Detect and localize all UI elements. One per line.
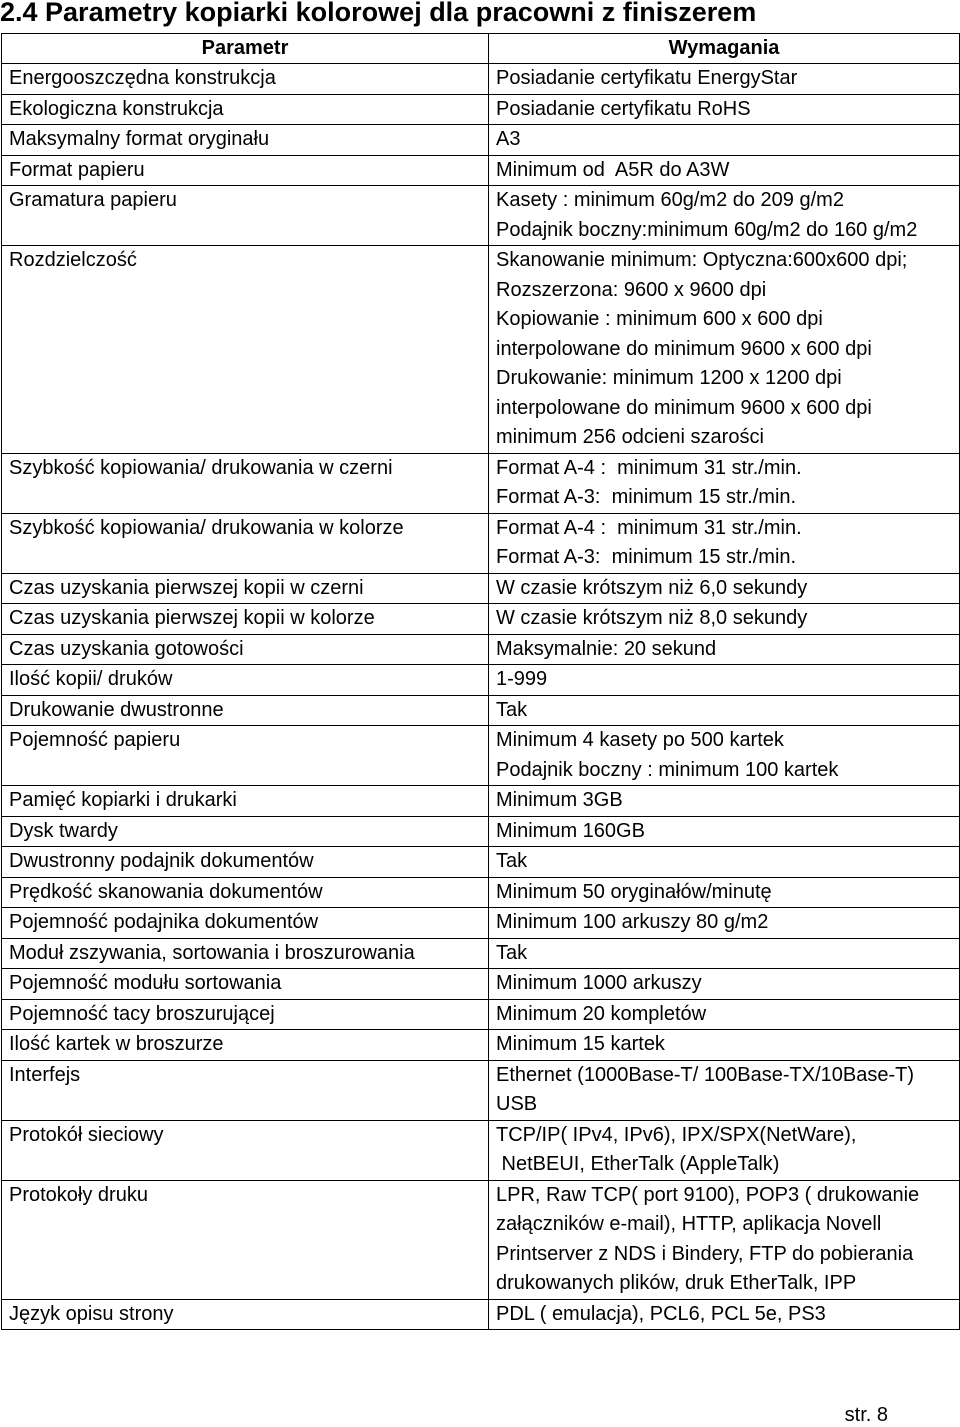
requirement-line: drukowanych plików, druk EtherTalk, IPP [496,1272,857,1294]
requirement-line: Drukowanie: minimum 1200 x 1200 dpi [496,367,842,389]
requirement-line: Minimum 160GB [496,819,645,842]
parameter-cell: Czas uzyskania pierwszej kopii w kolorze [2,604,489,635]
table-row [2,186,960,246]
requirement-line: Printserver z NDS i Bindery, FTP do pobierania [496,1242,914,1265]
requirement-cell [489,726,960,786]
requirements-table [1,33,960,1330]
requirement-line: Minimum 50 oryginałów/minutę [496,880,772,903]
requirement-line: PDL ( emulacja), PCL6, PCL 5e, PS3 [496,1302,826,1325]
parameter-cell: Pamięć kopiarki i drukarki [2,786,489,817]
requirement-cell [489,938,960,969]
header-parameter: Parametr [2,34,489,64]
requirement-line: interpolowane do minimum 9600 x 600 dpi [496,396,872,419]
parameter-cell: Dysk twardy [2,816,489,847]
table-row [2,908,960,939]
requirement-cell [489,634,960,665]
requirement-line: Posiadanie certyfikatu EnergyStar [496,67,798,89]
table-row [2,665,960,696]
parameter-cell: Prędkość skanowania dokumentów [2,877,489,908]
table-row [2,695,960,726]
parameter-cell: Pojemność podajnika dokumentów [2,908,489,939]
requirement-cell [489,1299,960,1330]
table-row [2,1060,960,1120]
requirement-cell [489,908,960,939]
table-row [2,453,960,513]
parameter-cell: Protokół sieciowy [2,1120,489,1180]
requirement-line: Ethernet (1000Base-T/ 100Base-TX/10Base-T) [496,1063,914,1086]
requirement-cell [489,453,960,513]
requirement-cell [489,1120,960,1180]
table-row [2,1180,960,1299]
table-row [2,1030,960,1061]
requirement-line: Minimum od A5R do A3W [496,158,730,181]
parameter-cell: Protokoły druku [2,1180,489,1299]
requirement-line: Podajnik boczny:minimum 60g/m2 do 160 g/m2 [496,218,918,241]
parameter-cell: Ilość kopii/ druków [2,665,489,696]
requirement-cell [489,513,960,573]
parameter-cell: Dwustronny podajnik dokumentów [2,847,489,878]
parameter-cell: Czas uzyskania pierwszej kopii w czerni [2,573,489,604]
requirement-line: TCP/IP( IPv4, IPv6), IPX/SPX(NetWare), [496,1123,857,1146]
requirement-line: W czasie krótszym niż 8,0 sekundy [496,607,808,629]
parameter-cell: Maksymalny format oryginału [2,125,489,156]
requirement-cell [489,155,960,186]
requirement-cell [489,847,960,878]
parameter-cell: Ilość kartek w broszurze [2,1030,489,1061]
requirement-line: załączników e-mail), HTTP, aplikacja Novell [496,1213,882,1235]
requirement-line: Skanowanie minimum: Optyczna:600x600 dpi; [496,249,908,271]
requirement-cell [489,969,960,1000]
table-row [2,786,960,817]
table-row [2,847,960,878]
requirement-cell [489,604,960,635]
parameter-cell: Format papieru [2,155,489,186]
requirement-line: Format A-3: minimum 15 str./min. [496,486,797,508]
requirement-cell [489,816,960,847]
table-row [2,1120,960,1180]
parameter-cell: Język opisu strony [2,1299,489,1330]
requirement-line: Kopiowanie : minimum 600 x 600 dpi [496,308,823,330]
table-row [2,513,960,573]
requirement-cell [489,573,960,604]
requirement-cell [489,1030,960,1061]
requirement-line: Minimum 100 arkuszy 80 g/m2 [496,911,769,933]
table-row [2,969,960,1000]
table-row [2,604,960,635]
table-row [2,938,960,969]
header-requirements: Wymagania [489,34,960,64]
table-row [2,64,960,95]
table-row [2,726,960,786]
parameter-cell: Szybkość kopiowania/ drukowania w kolorze [2,513,489,573]
requirement-line: W czasie krótszym niż 6,0 sekundy [496,576,808,599]
requirement-cell [489,125,960,156]
requirement-line: Minimum 15 kartek [496,1033,665,1055]
requirement-line: Posiadanie certyfikatu RoHS [496,97,751,120]
requirement-cell [489,786,960,817]
table-row [2,246,960,454]
requirement-line: Kasety : minimum 60g/m2 do 209 g/m2 [496,189,844,211]
requirement-line: Format A-4 : minimum 31 str./min. [496,516,802,539]
parameter-cell: Energooszczędna konstrukcja [2,64,489,95]
parameter-cell: Pojemność modułu sortowania [2,969,489,1000]
parameter-cell: Drukowanie dwustronne [2,695,489,726]
requirement-line: Minimum 20 kompletów [496,1002,707,1025]
requirement-cell [489,1060,960,1120]
requirement-cell [489,877,960,908]
requirement-line: interpolowane do minimum 9600 x 600 dpi [496,337,872,360]
requirement-line: minimum 256 odcieni szarości [496,426,764,448]
table-row [2,634,960,665]
requirement-cell [489,246,960,454]
parameter-cell: Pojemność tacy broszurującej [2,999,489,1030]
table-row [2,1299,960,1330]
requirement-line: Tak [496,941,528,964]
table-row [2,573,960,604]
requirement-line: Minimum 4 kasety po 500 kartek [496,729,784,751]
requirement-line: 1-999 [496,668,548,690]
requirement-line: Rozszerzona: 9600 x 9600 dpi [496,278,767,301]
requirement-cell [489,665,960,696]
parameter-cell: Interfejs [2,1060,489,1120]
requirement-cell [489,999,960,1030]
table-row [2,999,960,1030]
table-row [2,816,960,847]
requirement-line: A3 [496,128,521,150]
requirement-cell [489,695,960,726]
requirement-cell [489,186,960,246]
table-row [2,94,960,125]
requirement-cell [489,1180,960,1299]
parameter-cell: Rozdzielczość [2,246,489,454]
table-row [2,877,960,908]
requirement-line: NetBEUI, EtherTalk (AppleTalk) [496,1153,780,1175]
requirement-cell [489,94,960,125]
requirement-line: Tak [496,698,528,721]
table-header-row [2,34,960,64]
section-heading: 2.4 Parametry kopiarki kolorowej dla pracowni z finiszerem [0,0,757,27]
parameter-cell: Czas uzyskania gotowości [2,634,489,665]
table-row [2,155,960,186]
requirement-line: USB [496,1093,538,1115]
parameter-cell: Ekologiczna konstrukcja [2,94,489,125]
requirement-cell [489,64,960,95]
parameter-cell: Moduł zszywania, sortowania i broszurowania [2,938,489,969]
table-row [2,125,960,156]
requirement-line: LPR, Raw TCP( port 9100), POP3 ( drukowanie [496,1183,920,1206]
parameter-cell: Szybkość kopiowania/ drukowania w czerni [2,453,489,513]
page-number: str. 8 [844,1404,888,1426]
parameter-cell: Pojemność papieru [2,726,489,786]
requirement-line: Tak [496,850,528,872]
requirement-line: Format A-4 : minimum 31 str./min. [496,456,802,479]
requirement-line: Format A-3: minimum 15 str./min. [496,546,797,568]
requirement-line: Minimum 3GB [496,789,623,811]
requirement-line: Minimum 1000 arkuszy [496,972,702,994]
requirement-line: Podajnik boczny : minimum 100 kartek [496,758,839,781]
parameter-cell: Gramatura papieru [2,186,489,246]
requirement-line: Maksymalnie: 20 sekund [496,637,717,660]
